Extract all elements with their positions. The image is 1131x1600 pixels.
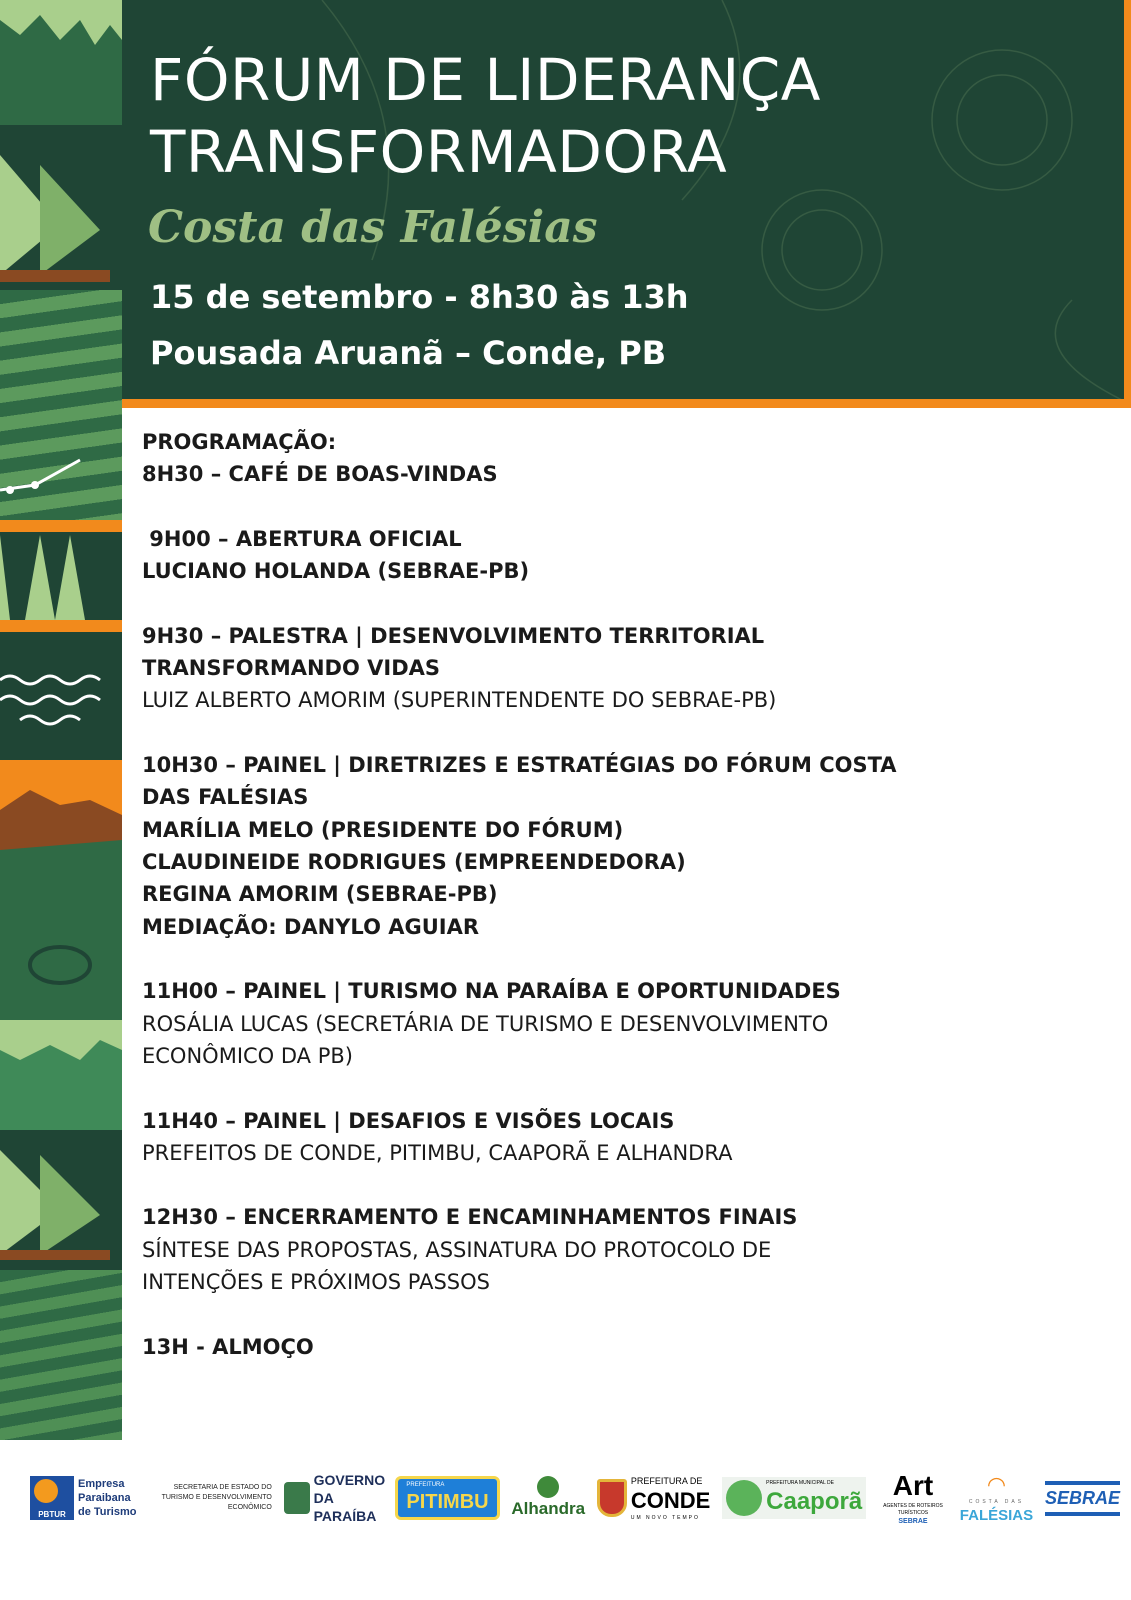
sponsor-logos bbox=[30, 1458, 1120, 1538]
sebrae-text: SEBRAE bbox=[1045, 1481, 1120, 1516]
cliff-block bbox=[0, 760, 122, 910]
alhandra-emblem-icon bbox=[537, 1476, 559, 1498]
logo-governo-paraiba bbox=[284, 1471, 384, 1525]
waves-block bbox=[0, 635, 122, 760]
logo-alhandra bbox=[511, 1476, 585, 1520]
program-item-line: REGINA AMORIM (SEBRAE-PB) bbox=[142, 882, 498, 907]
logo-costa-falesias bbox=[960, 1471, 1033, 1525]
program-item-line: MARÍLIA MELO (PRESIDENTE DO FÓRUM) bbox=[142, 817, 624, 842]
program-item-line: MEDIAÇÃO: DANYLO AGUIAR bbox=[142, 914, 480, 939]
event-date: 15 de setembro - 8h30 às 13h bbox=[150, 278, 689, 316]
program-item-title: PROGRAMAÇÃO: bbox=[142, 430, 337, 454]
coat-of-arms-icon bbox=[284, 1482, 310, 1514]
crab-block bbox=[0, 910, 122, 1020]
sails-block bbox=[0, 125, 122, 290]
logo-conde bbox=[597, 1475, 710, 1522]
caapora-small: PREFEITURA MUNICIPAL DE bbox=[766, 1480, 834, 1486]
caapora-emblem-icon bbox=[726, 1480, 762, 1516]
event-title bbox=[150, 44, 821, 188]
program-item bbox=[142, 1105, 897, 1170]
event-header bbox=[122, 0, 1131, 408]
logo-pitimbu bbox=[395, 1476, 499, 1520]
costa-text: FALÉSIAS bbox=[959, 1507, 1034, 1524]
event-subtitle: Costa das Falésias bbox=[148, 202, 598, 253]
program-item-line: 8H30 – CAFÉ DE BOAS-VINDAS bbox=[142, 462, 498, 487]
program-item-title: 13H - ALMOÇO bbox=[142, 1334, 314, 1359]
program-item-line: ROSÁLIA LUCAS (SECRETÁRIA DE TURISMO E DESENVOLVIMENTO bbox=[142, 1011, 829, 1036]
program-item-line: PREFEITOS DE CONDE, PITIMBU, CAAPORÃ E ALHANDRA bbox=[142, 1140, 733, 1165]
program-item bbox=[142, 1331, 897, 1363]
decorative-side-strip bbox=[0, 0, 122, 1440]
pbtur-text: Empresa Paraibana de Turismo bbox=[78, 1478, 137, 1518]
stripes-block-2 bbox=[0, 1270, 122, 1440]
conde-shield-icon bbox=[597, 1479, 627, 1517]
program-schedule bbox=[142, 426, 897, 1395]
program-item-title: 9H00 – ABERTURA OFICIAL bbox=[142, 526, 462, 551]
program-item-line: LUIZ ALBERTO AMORIM (SUPERINTENDENTE DO SEBRAE-PB) bbox=[142, 688, 777, 713]
alhandra-text: Alhandra bbox=[511, 1499, 586, 1518]
program-item-line: LUCIANO HOLANDA (SEBRAE-PB) bbox=[142, 559, 530, 584]
mountain-block bbox=[0, 0, 122, 125]
program-item bbox=[142, 1201, 897, 1298]
program-item bbox=[142, 523, 897, 588]
costa-small: COSTA DAS bbox=[968, 1499, 1025, 1505]
triangles-block bbox=[0, 520, 122, 635]
secretaria-text: SECRETARIA DE ESTADO DO TURISMO E DESENVOLVIMENTO ECONÔMICO bbox=[161, 1484, 272, 1511]
logo-art bbox=[878, 1469, 948, 1527]
art-org: SEBRAE bbox=[898, 1518, 928, 1525]
conde-small: PREFEITURA DE bbox=[630, 1475, 703, 1486]
conde-tagline: UM NOVO TEMPO bbox=[630, 1514, 700, 1521]
program-item-line: ECONÔMICO DA PB) bbox=[142, 1044, 353, 1069]
program-item-title: 11H40 – PAINEL | DESAFIOS E VISÕES LOCAIS bbox=[142, 1108, 675, 1133]
program-item-title: 10H30 – PAINEL | DIRETRIZES E ESTRATÉGIAS DO FÓRUM COSTA bbox=[142, 752, 897, 777]
program-item-line: DAS FALÉSIAS bbox=[142, 785, 309, 810]
pitimbu-text: PITIMBU bbox=[406, 1491, 489, 1513]
conde-text: CONDE bbox=[630, 1487, 711, 1513]
program-item-title: 12H30 – ENCERRAMENTO E ENCAMINHAMENTOS FINAIS bbox=[142, 1205, 798, 1230]
hills-block bbox=[0, 1020, 122, 1130]
wave-icon: ◠ bbox=[986, 1472, 1007, 1497]
pitimbu-small: PREFEITURA bbox=[406, 1482, 445, 1488]
program-item-line: TRANSFORMANDO VIDAS bbox=[142, 656, 441, 681]
program-item-title: 11H00 – PAINEL | TURISMO NA PARAÍBA E OPORTUNIDADES bbox=[142, 979, 841, 1004]
program-item bbox=[142, 975, 897, 1072]
program-item bbox=[142, 620, 897, 717]
event-location: Pousada Aruanã – Conde, PB bbox=[150, 334, 667, 372]
logo-sebrae bbox=[1045, 1481, 1120, 1516]
caapora-text: Caaporã bbox=[766, 1488, 863, 1515]
program-item-line: CLAUDINEIDE RODRIGUES (EMPREENDEDORA) bbox=[142, 850, 686, 875]
title-line-1: FÓRUM DE LIDERANÇA bbox=[150, 46, 821, 114]
logo-secretaria bbox=[152, 1483, 272, 1513]
art-small: AGENTES DE ROTEIROS TURÍSTICOS bbox=[883, 1503, 943, 1516]
stripes-block bbox=[0, 290, 122, 520]
logo-caapora bbox=[722, 1477, 866, 1519]
program-item bbox=[142, 426, 897, 491]
governo-text: GOVERNO DA PARAÍBA bbox=[313, 1472, 386, 1524]
title-line-2: TRANSFORMADORA bbox=[150, 118, 728, 186]
sails-block-2 bbox=[0, 1130, 122, 1270]
logo-pbtur bbox=[30, 1476, 140, 1520]
program-item-title: 9H30 – PALESTRA | DESENVOLVIMENTO TERRITORIAL bbox=[142, 623, 765, 648]
program-item bbox=[142, 749, 897, 943]
pbtur-mark: PBTUR bbox=[38, 1510, 66, 1519]
program-item-line: INTENÇÕES E PRÓXIMOS PASSOS bbox=[142, 1270, 490, 1295]
art-text: Art bbox=[892, 1470, 934, 1501]
program-item-line: SÍNTESE DAS PROPOSTAS, ASSINATURA DO PROTOCOLO DE bbox=[142, 1237, 772, 1262]
